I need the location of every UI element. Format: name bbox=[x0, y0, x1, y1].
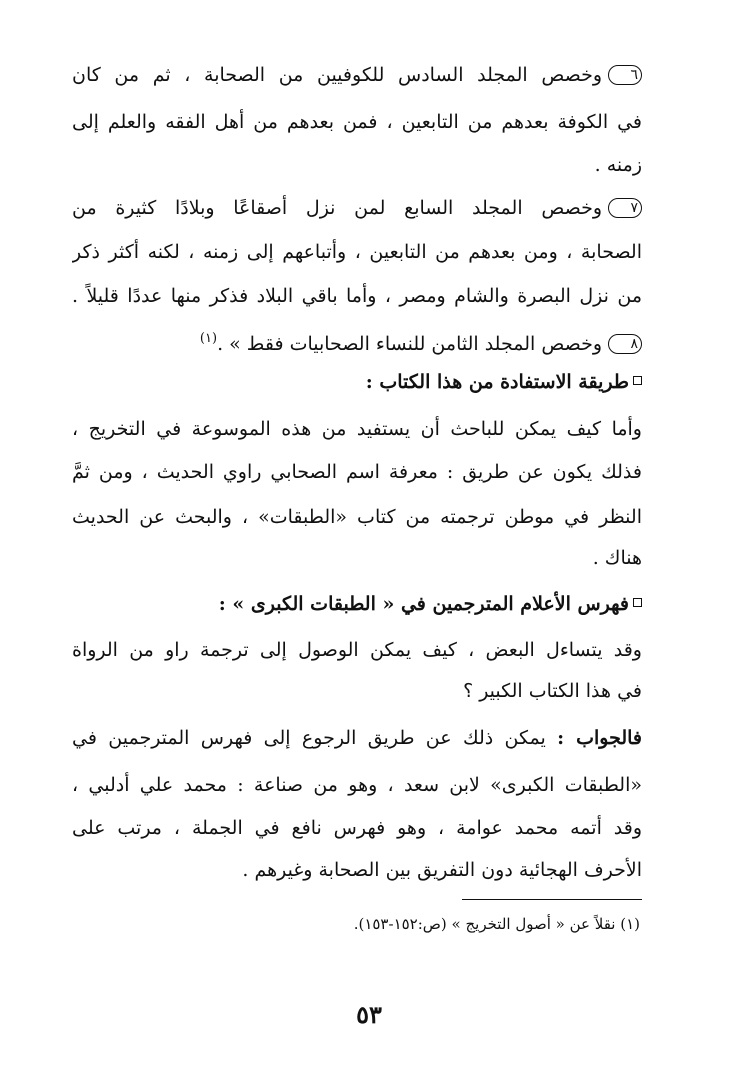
paragraph-7-line-2: الصحابة ، ومن بعدهم من التابعين ، وأتباعهم إلى زمنه ، لكنه أكثر ذكر bbox=[72, 241, 642, 263]
section-heading-text: فهرس الأعلام المترجمين في « الطبقات الكبرى » : bbox=[218, 593, 629, 615]
paragraph-number-badge: ٦ bbox=[608, 65, 642, 85]
section-heading-usage bbox=[72, 367, 642, 397]
paragraph-7-line-1 bbox=[72, 193, 642, 223]
paragraph-8-line-1 bbox=[72, 324, 642, 359]
paragraph-6-line-2: في الكوفة بعدهم من التابعين ، فمن بعدهم من أهل الفقه والعلم إلى bbox=[72, 111, 642, 133]
square-bullet-icon bbox=[633, 598, 642, 607]
section-2-line-4: «الطبقات الكبرى» لابن سعد ، وهو من صناعة : محمد علي أدلبي ، bbox=[72, 774, 642, 796]
section-heading-text: طريقة الاستفادة من هذا الكتاب : bbox=[365, 371, 629, 393]
section-2-line-6: الأحرف الهجائية دون التفريق بين الصحابة وغيرهم . bbox=[242, 859, 642, 881]
answer-label: فالجواب : bbox=[557, 727, 642, 749]
section-2-line-2: في هذا الكتاب الكبير ؟ bbox=[463, 680, 642, 702]
section-heading-index bbox=[72, 589, 642, 619]
section-1-line-1: وأما كيف يمكن للباحث أن يستفيد من هذه الموسوعة في التخريج ، bbox=[72, 418, 642, 440]
section-1-line-3: النظر في موطن ترجمته من كتاب «الطبقات» ، والبحث عن الحديث bbox=[72, 506, 642, 528]
paragraph-number-badge: ٨ bbox=[608, 334, 642, 354]
paragraph-number-badge: ٧ bbox=[608, 198, 642, 218]
section-1-line-2: فذلك يكون عن طريق : معرفة اسم الصحابي راوي الحديث ، ومن ثمَّ bbox=[72, 461, 642, 483]
footnote-separator bbox=[462, 899, 642, 900]
section-2-line-5: وقد أتمه محمد عوامة ، وهو فهرس نافع في الجملة ، مرتب على bbox=[72, 817, 642, 839]
footnote-reference: (١) bbox=[199, 331, 218, 346]
page-number: ٥٣ bbox=[356, 1000, 382, 1029]
square-bullet-icon bbox=[633, 376, 642, 385]
section-1-line-4: هناك . bbox=[592, 547, 642, 569]
section-2-line-3 bbox=[72, 723, 642, 753]
paragraph-text: وخصص المجلد الثامن للنساء الصحابيات فقط » . bbox=[217, 333, 602, 355]
footnote: (١) نقلاً عن « أصول التخريج » (ص:١٥٢-١٥٣). bbox=[353, 915, 640, 933]
paragraph-6-line-1 bbox=[72, 60, 642, 90]
paragraph-6-line-3: زمنه . bbox=[594, 154, 642, 176]
paragraph-text: وخصص المجلد السابع لمن نزل أصقاعًا وبلادًا كثيرة من bbox=[72, 197, 602, 219]
paragraph-7-line-3: من نزل البصرة والشام ومصر ، وأما باقي البلاد فذكر منها عددًا قليلاً . bbox=[72, 285, 642, 307]
paragraph-text: وخصص المجلد السادس للكوفيين من الصحابة ، ثم من كان bbox=[72, 64, 602, 86]
section-2-line-1: وقد يتساءل البعض ، كيف يمكن الوصول إلى ترجمة راو من الرواة bbox=[72, 639, 642, 661]
answer-text: يمكن ذلك عن طريق الرجوع إلى فهرس المترجمين في bbox=[72, 727, 546, 749]
